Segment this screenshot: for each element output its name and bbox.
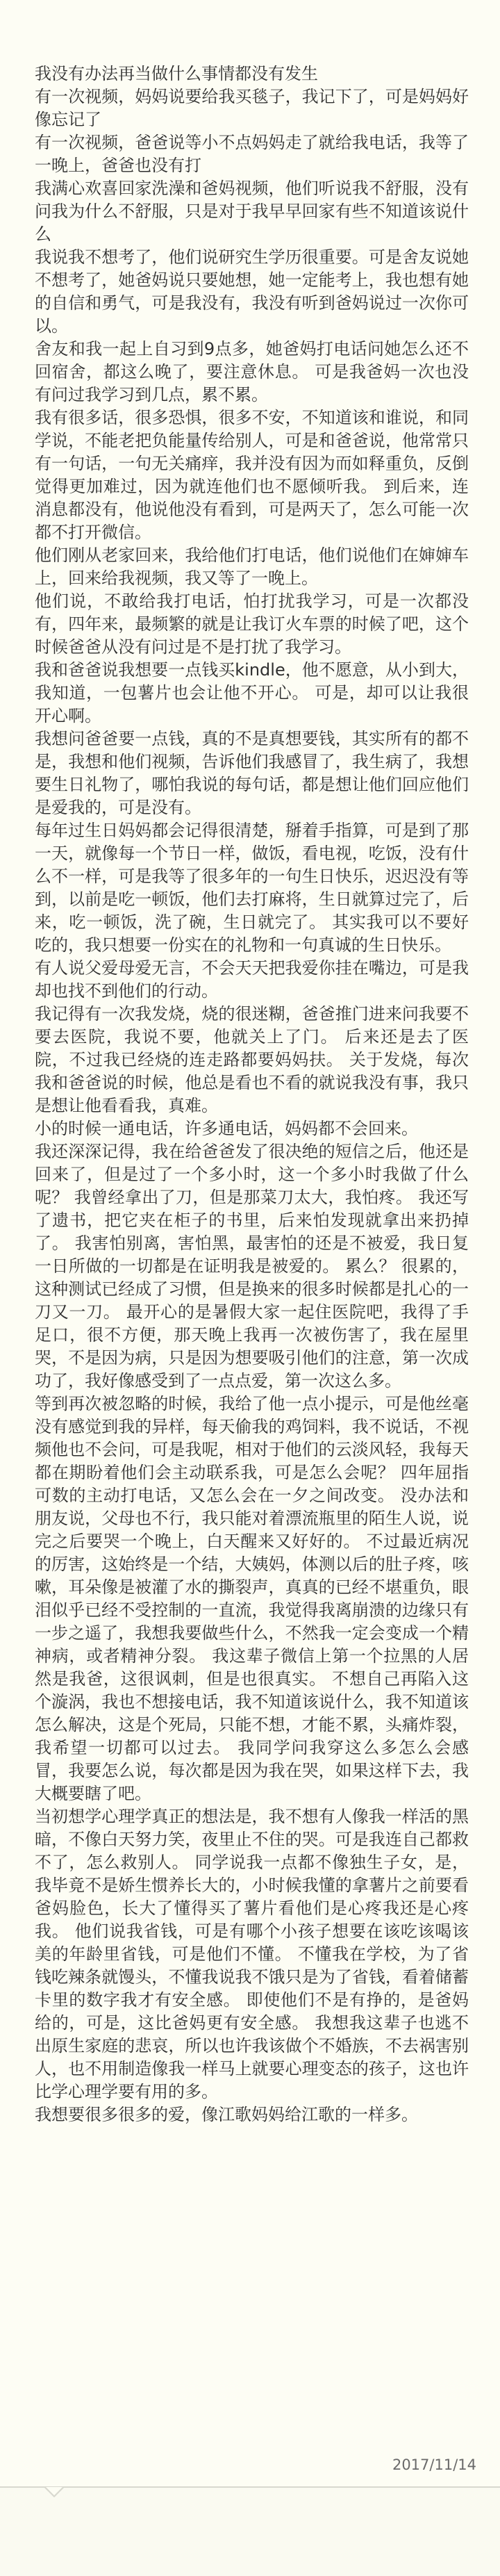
notch-indicator — [44, 2488, 64, 2497]
footer-area — [0, 2488, 500, 2576]
note-body: 我没有办法再当做什么事情都没有发生 有一次视频，妈妈说要给我买毯子，我记下了，可是妈妈好像忘记了 有一次视频，爸爸说等小不点妈妈走了就给我电话，我等了一晚上，爸爸也没有打 我满心欢喜回家洗澡和爸妈视频，他们听说我不舒服，没有问我为什么不舒服，只是对于我早早回家有些不知道该说什么 我说我不想考了，他们说研究生学历很重要。可是舍友说她不想考了，她爸妈说只要她想，她一定能考上，我也想有她的自信和勇气，可是我没有，我没有听到爸妈说过一次你可以。 舍友和我一起上自习到9点多，她爸妈打电话问她怎么还不回宿舍，都这么晚了，要注意休息。 可是我爸妈一次也没有问过我学习到几点，累不累。 我有很多话，很多恐惧，很多不安，不知道该和谁说，和同学说，不能老把负能量传给别人，可是和爸爸说，他常常只有一句话，一句无关痛痒，我并没有因为而如释重负，反倒觉得更加难过，因为就连他们也不愿倾听我。 到后来，连消息都没有，他说他没有看到，可是两天了，怎么可能一次都不打开微信。 他们刚从老家回来，我给他们打电话，他们说他们在婶婶车上，回来给我视频，我又等了一晚上。 他们说，不敢给我打电话，怕打扰我学习，可是一次都没有，四年来，最频繁的就是让我订火车票的时候了吧，这个时候爸爸从没有问过是不是打扰了我学习。 我和爸爸说我想要一点钱买kindle，他不愿意，从小到大，我知道，一包薯片也会让他不开心。 可是，却可以让我很开心啊。 我想问爸爸要一点钱，真的不是真想要钱，其实所有的都不是，我想和他们视频，告诉他们我感冒了，我生病了，我想要生日礼物了，哪怕我说的每句话，都是想让他们回应他们是爱我的，可是没有。 每年过生日妈妈都会记得很清楚，掰着手指算，可是到了那一天，就像每一个节日一样，做饭，看电视，吃饭，没有什么不一样，可是我等了很多年的一句生日快乐，迟迟没有等到，以前是吃一顿饭，他们去打麻将，生日就算过完了，后来，吃一顿饭，洗了碗，生日就完了。 其实我可以不要好吃的，我只想要一份实在的礼物和一句真诚的生日快乐。 有人说父爱母爱无言，不会天天把我爱你挂在嘴边，可是我却也找不到他们的行动。 我记得有一次我发烧，烧的很迷糊，爸爸推门进来问我要不要去医院，我说不要，他就关上了门。 后来还是去了医院，不过我已经烧的连走路都要妈妈扶。 关于发烧，每次我和爸爸说的时候，他总是看也不看的就说我没有事，我只是想让他看看我，真难。 小的时候一通电话，许多通电话，妈妈都不会回来。 我还深深记得，我在给爸爸发了很决绝的短信之后，他还是回来了，但是过了一个多小时，这一个多小时我做了什么呢？ 我曾经拿出了刀，但是那菜刀太大，我怕疼。 我还写了遗书，把它夹在柜子的书里，后来怕发现就拿出来扔掉了。 我害怕别离，害怕黑，最害怕的还是不被爱，我日复一日所做的一切都是在证明我是被爱的。 累么？ 很累的，这种测试已经成了习惯，但是换来的很多时候都是扎心的一刀又一刀。 最开心的是暑假大家一起住医院吧，我得了手足口，很不方便，那天晚上我再一次被伤害了，我在屋里哭，不是因为病，只是因为想要吸引他们的注意，第一次成功了，我好像感受到了一点点爱，第一次这么多。 等到再次被忽略的时候，我给了他一点小提示，可是他丝毫没有感觉到我的异样，每天偷我的鸡饲料，我不说话，不视频他也不会问，可是我呢，相对于他们的云淡风轻，我每天都在期盼着他们会主动联系我，可是怎么会呢？ 四年屈指可数的主动打电话，又怎么会在一夕之间改变。 没办法和朋友说，父母也不行，我只能对着漂流瓶里的陌生人说，说完之后要哭一个晚上，白天醒来又好好的。 不过最近病况的厉害，这始终是一个结，大姨妈，体测以后的肚子疼，咳嗽，耳朵像是被灌了水的撕裂声，真真的已经不堪重负，眼泪似乎已经不受控制的一直流，我觉得我离崩溃的边缘只有一步之遥了，我想我要做些什么，不然我一定会变成一个精神病，或者精神分裂。 我这辈子微信上第一个拉黑的人居然是我爸，这很讽刺，但是也很真实。 不想自己再陷入这个漩涡，我也不想接电话，我不知道该说什么，我不知道该怎么解决，这是个死局，只能不想，才能不累，头痛炸裂，我希望一切都可以过去。 我同学问我穿这么多怎么会感冒，我要怎么说，每次都是因为我在哭，如果这样下去，我大概要瞎了吧。 当初想学心理学真正的想法是，我不想有人像我一样活的黑暗，不像白天努力笑，夜里止不住的哭。可是我连自己都救不了，怎么救别人。 同学说我一点都不像独生子女，是，我毕竟不是娇生惯养长大的，小时候我懂的拿薯片之前要看爸妈脸色，长大了懂得买了薯片看他们是心疼我还是心疼我。 他们说我省钱，可是有哪个小孩子想要在该吃该喝该美的年龄里省钱，可是他们不懂。 不懂我在学校，为了省钱吃辣条就馒头，不懂我说我不饿只是为了省钱，看着储蓄卡里的数字我才有安全感。 即使他们不是有挣的，是爸妈给的，可是，这比爸妈更有安全感。 我想我这辈子也逃不出原生家庭的悲哀，所以也许我该做个不婚族，不去祸害别人，也不用制造像我一样马上就要心理变态的孩子，这也许比学心理学要有用的多。 我想要很多很多的爱，像江歌妈妈给江歌的一样多。 — [35, 64, 469, 2124]
note-date: 2017/11/14 — [392, 2456, 476, 2473]
